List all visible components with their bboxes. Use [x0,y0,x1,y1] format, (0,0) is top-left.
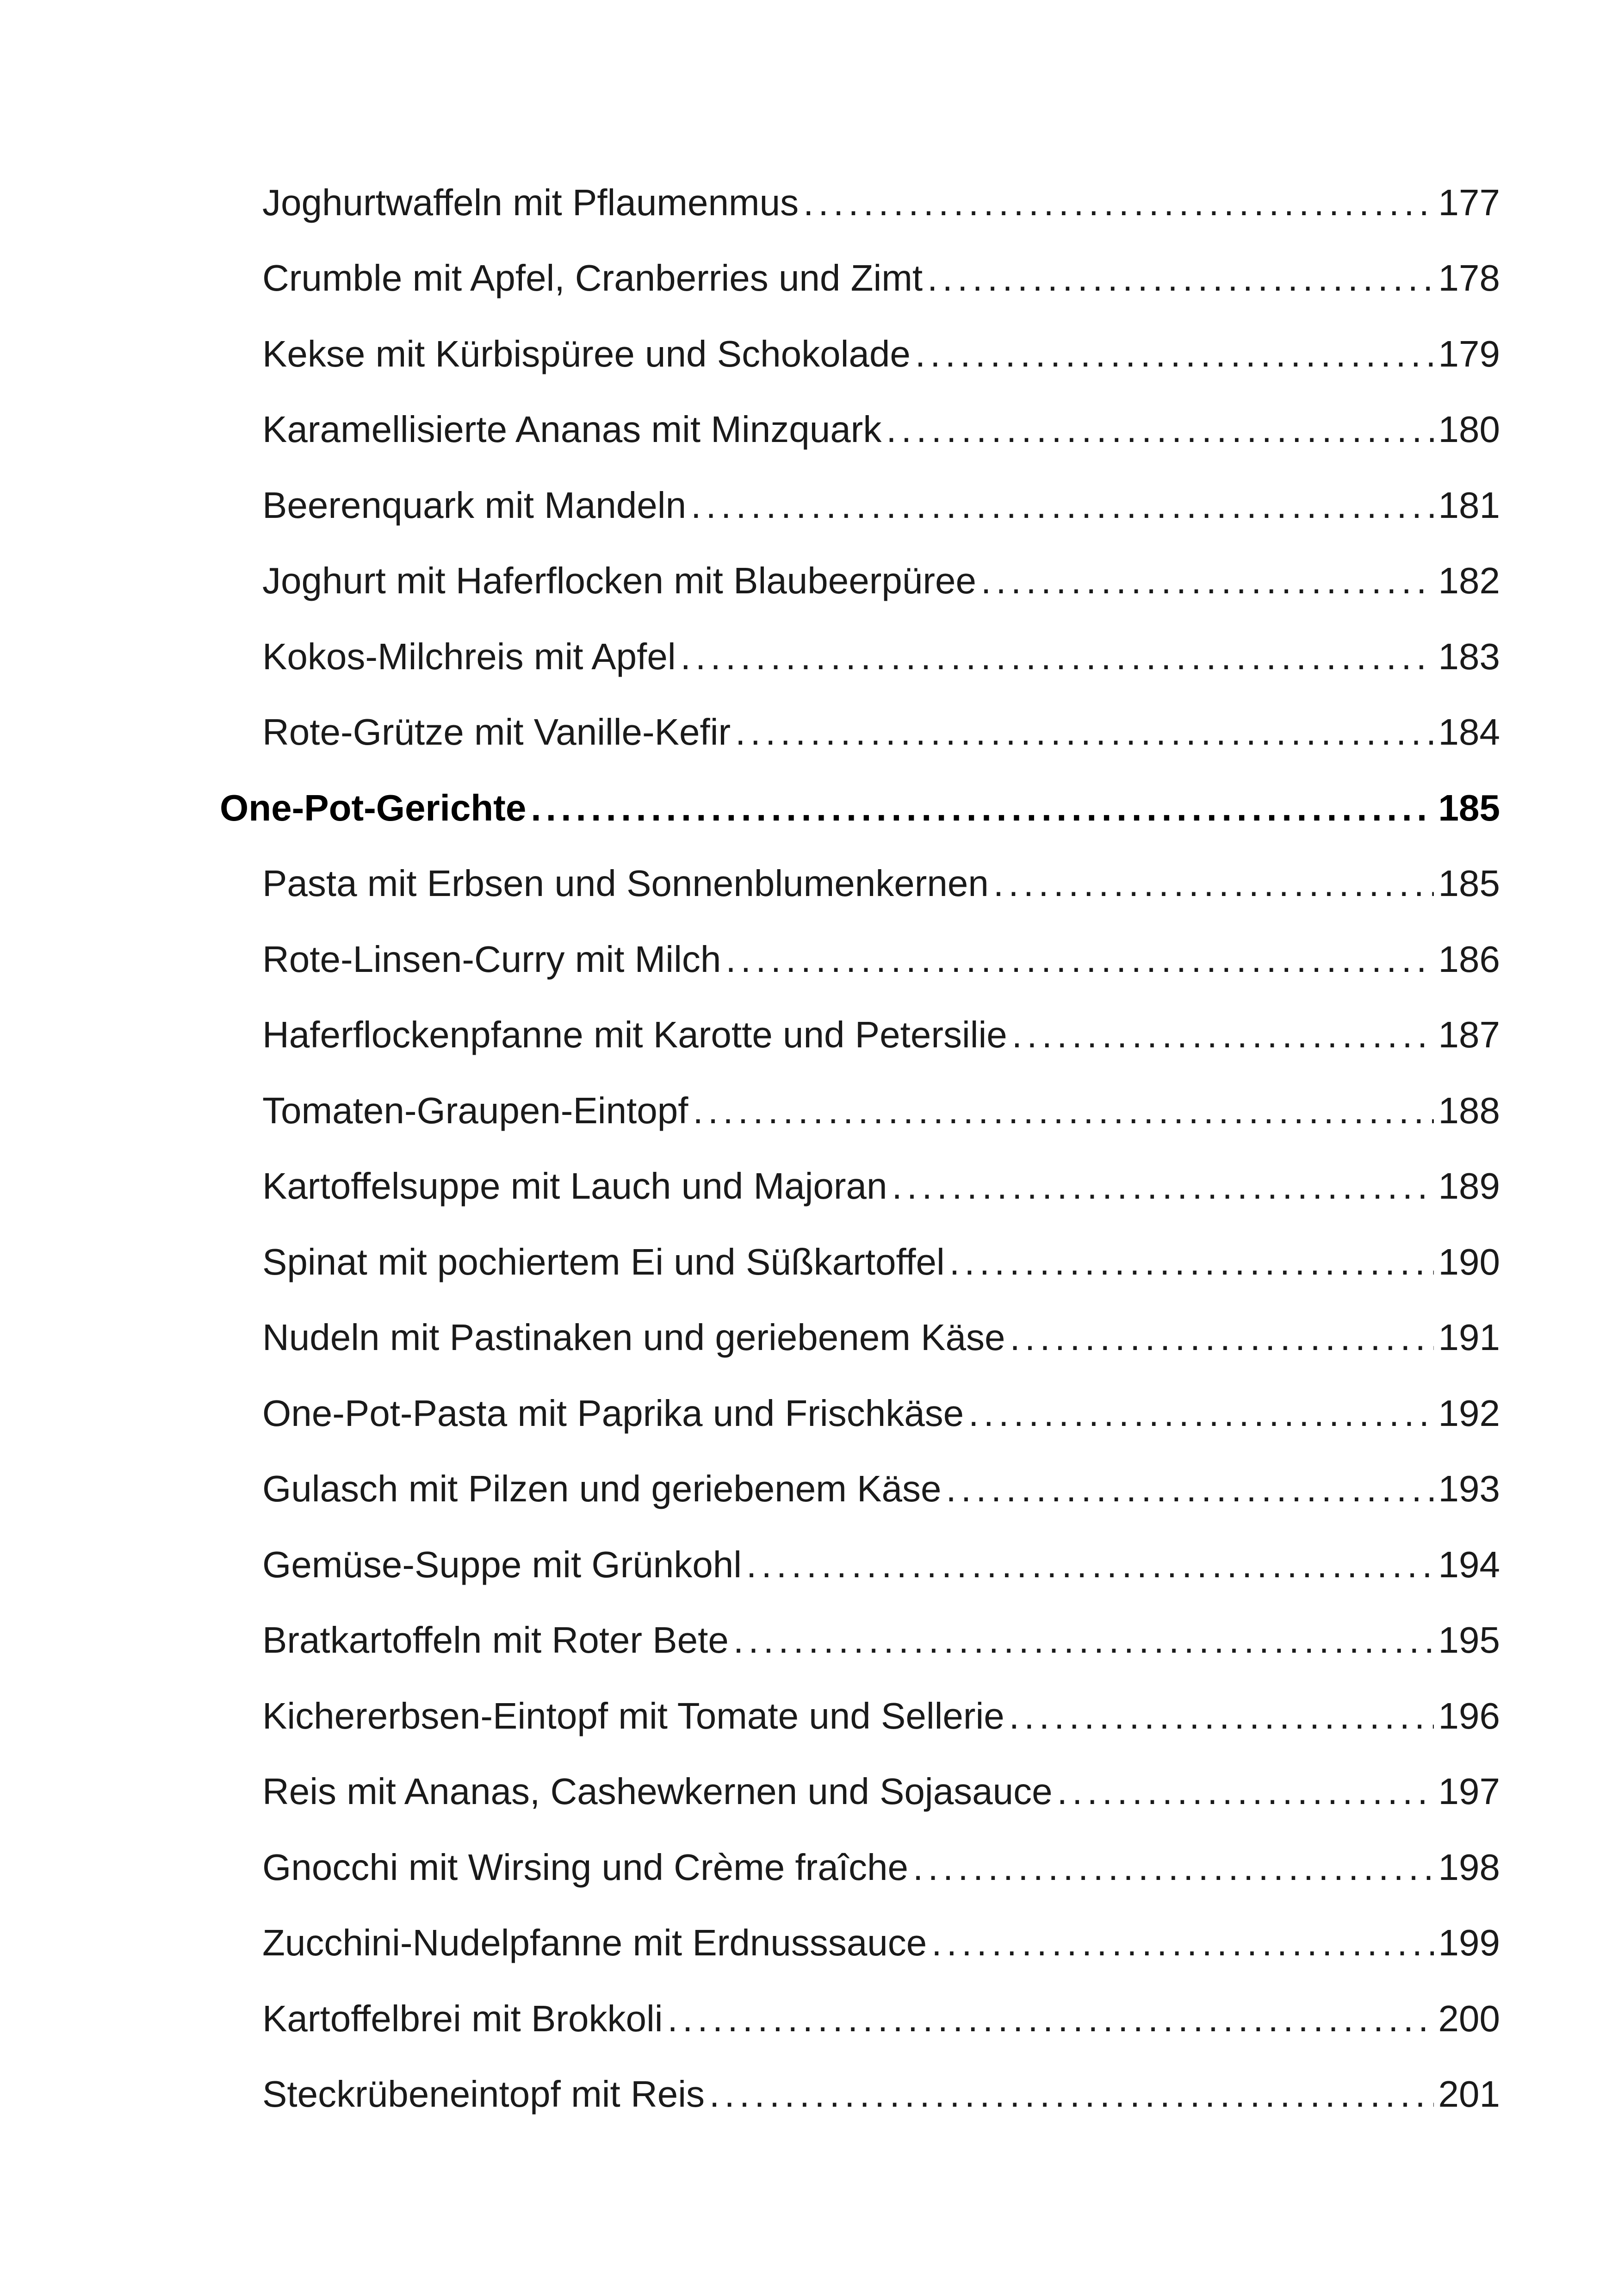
toc-page-number: 188 [1438,1089,1500,1131]
toc-entry[interactable] [0,1678,1618,1754]
toc-entry-title: Kokos-Milchreis mit Apfel [262,635,676,677]
toc-entry-title: Nudeln mit Pastinaken und geriebenem Käse [262,1317,1005,1358]
toc-entry-title: Gemüse-Suppe mit Grünkohl [262,1543,742,1585]
toc-entry-title: Kartoffelsuppe mit Lauch und Majoran [262,1165,887,1207]
toc-dot-leader [931,1924,1433,1961]
toc-dot-leader [915,336,1434,373]
toc-page-number: 200 [1438,1997,1500,2039]
toc-page-number: 197 [1438,1771,1500,1812]
toc-page-number: 184 [1438,711,1500,753]
toc-dot-leader [1012,1016,1434,1053]
toc-entry-title: Rote-Linsen-Curry mit Milch [262,938,721,980]
toc-entry[interactable] [0,1603,1618,1679]
toc-entry[interactable] [0,1829,1618,1905]
toc-entry-title: Joghurt mit Haferflocken mit Blaubeerpüree [262,560,976,602]
toc-entry[interactable] [0,1300,1618,1376]
toc-entry-title: Beerenquark mit Mandeln [262,484,687,526]
toc-dot-leader [968,1395,1433,1432]
toc-dot-leader [803,184,1433,221]
toc-entry[interactable] [0,2057,1618,2133]
table-of-contents [0,165,1618,2132]
toc-section-heading[interactable] [0,770,1618,846]
toc-page-number: 201 [1438,2073,1500,2115]
toc-section-title: One-Pot-Gerichte [220,787,527,828]
toc-entry-title: Crumble mit Apfel, Cranberries und Zimt [262,257,923,299]
toc-entry-title: Bratkartoffeln mit Roter Bete [262,1619,729,1661]
toc-page-number: 186 [1438,938,1500,980]
toc-page-number: 194 [1438,1543,1500,1585]
toc-entry[interactable] [0,695,1618,771]
toc-page-number: 195 [1438,1619,1500,1661]
toc-page-number: 192 [1438,1392,1500,1434]
toc-dot-leader [1057,1773,1434,1810]
toc-page-number: 189 [1438,1165,1500,1207]
toc-page-number: 182 [1438,560,1500,602]
toc-entry[interactable] [0,1224,1618,1300]
toc-entry[interactable] [0,1905,1618,1981]
toc-entry-title: Zucchini-Nudelpfanne mit Erdnusssauce [262,1922,927,1964]
toc-entry-title: Haferflockenpfanne mit Karotte und Petersilie [262,1014,1007,1056]
toc-entry[interactable] [0,846,1618,922]
toc-page-number: 199 [1438,1922,1500,1964]
toc-dot-leader [886,411,1433,448]
toc-page-number: 198 [1438,1846,1500,1888]
toc-page-number: 177 [1438,181,1500,223]
toc-entry-title: Spinat mit pochiertem Ei und Süßkartoffel [262,1241,945,1282]
toc-entry-title: Steckrübeneintopf mit Reis [262,2073,705,2115]
toc-dot-leader [725,941,1433,978]
toc-dot-leader [709,2076,1434,2113]
toc-dot-leader [927,260,1433,297]
toc-entry[interactable] [0,1149,1618,1225]
toc-entry[interactable] [0,316,1618,392]
toc-entry-title: Kartoffelbrei mit Brokkoli [262,1997,663,2039]
toc-entry-title: Joghurtwaffeln mit Pflaumenmus [262,181,799,223]
toc-entry[interactable] [0,1073,1618,1149]
toc-dot-leader [668,2000,1434,2037]
toc-dot-leader [735,714,1433,751]
toc-entry-title: Tomaten-Graupen-Eintopf [262,1089,688,1131]
toc-entry[interactable] [0,619,1618,695]
toc-entry-title: Reis mit Ananas, Cashewkernen und Sojasauce [262,1771,1053,1812]
toc-entry-title: Gulasch mit Pilzen und geriebenem Käse [262,1468,942,1510]
toc-dot-leader [693,1092,1434,1129]
toc-dot-leader [531,790,1433,827]
toc-dot-leader [681,638,1434,675]
toc-dot-leader [892,1168,1433,1205]
toc-page-number: 190 [1438,1241,1500,1282]
toc-page-number: 191 [1438,1317,1500,1358]
toc-entry-title: Rote-Grütze mit Vanille-Kefir [262,711,731,753]
toc-page-number: 178 [1438,257,1500,299]
toc-page-number: 185 [1438,787,1500,828]
toc-entry[interactable] [0,467,1618,543]
toc-entry[interactable] [0,165,1618,241]
toc-dot-leader [913,1849,1434,1886]
toc-entry[interactable] [0,1981,1618,2057]
toc-entry[interactable] [0,1527,1618,1603]
toc-entry-title: Gnocchi mit Wirsing und Crème fraîche [262,1846,909,1888]
toc-entry-title: Karamellisierte Ananas mit Minzquark [262,409,882,450]
toc-entry[interactable] [0,1451,1618,1527]
toc-dot-leader [1009,1698,1434,1735]
toc-entry[interactable] [0,921,1618,997]
toc-entry-title: One-Pot-Pasta mit Paprika und Frischkäse [262,1392,964,1434]
toc-dot-leader [733,1622,1434,1659]
toc-page-number: 196 [1438,1695,1500,1736]
toc-dot-leader [1010,1319,1433,1356]
toc-page-number: 181 [1438,484,1500,526]
toc-page-number: 183 [1438,635,1500,677]
toc-entry[interactable] [0,1754,1618,1830]
toc-entry[interactable] [0,392,1618,468]
toc-entry[interactable] [0,241,1618,317]
toc-dot-leader [981,562,1434,599]
toc-dot-leader [691,487,1433,524]
toc-page-number: 179 [1438,333,1500,374]
toc-entry-title: Kekse mit Kürbispüree und Schokolade [262,333,911,374]
toc-dot-leader [946,1470,1433,1507]
toc-dot-leader [746,1546,1434,1583]
toc-page-number: 185 [1438,863,1500,904]
toc-page-number: 193 [1438,1468,1500,1510]
toc-entry[interactable] [0,1375,1618,1451]
toc-dot-leader [993,865,1434,902]
toc-dot-leader [949,1244,1434,1281]
toc-entry-title: Pasta mit Erbsen und Sonnenblumenkernen [262,863,989,904]
toc-entry[interactable] [0,997,1618,1073]
toc-entry[interactable] [0,543,1618,619]
toc-page-number: 180 [1438,409,1500,450]
toc-page-number: 187 [1438,1014,1500,1056]
toc-entry-title: Kichererbsen-Eintopf mit Tomate und Sellerie [262,1695,1004,1736]
